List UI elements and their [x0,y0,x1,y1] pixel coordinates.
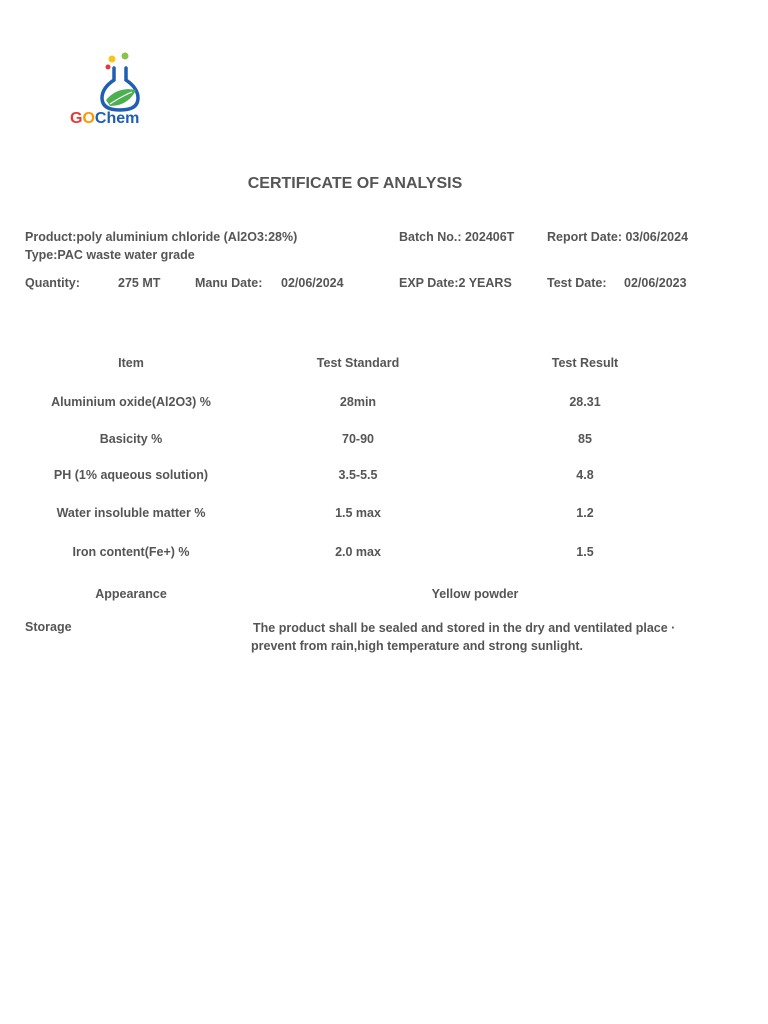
row-standard: 70-90 [342,432,374,446]
appearance-label: Appearance [95,587,167,601]
storage-line-1: The product shall be sealed and stored in the dry and ventilated place · [253,621,676,635]
row-item: Iron content(Fe+) % [72,545,190,559]
row-result: 1.2 [576,506,594,520]
row-result: 28.31 [569,395,601,409]
exp-date: EXP Date:2 YEARS [399,276,512,290]
test-date-label: Test Date: [547,276,607,290]
brand-chem: Chem [94,110,140,127]
storage-line-2: prevent from rain,high temperature and strong sunlight. [251,639,583,653]
appearance-value: Yellow powder [431,587,519,601]
row-item: Water insoluble matter % [56,506,206,520]
report-date: Report Date: 03/06/2024 [547,230,689,244]
document-title: CERTIFICATE OF ANALYSIS [247,175,463,192]
row-standard: 1.5 max [335,506,381,520]
flask-leaf-icon [70,50,170,112]
row-standard: 28min [339,395,377,409]
quantity-label: Quantity: [25,276,80,290]
brand-letter-g: G [70,110,83,127]
quantity-value: 275 MT [118,276,161,290]
row-result: 1.5 [576,545,594,559]
test-date-value: 02/06/2023 [624,276,687,290]
row-item: Aluminium oxide(Al2O3) % [51,395,211,409]
product-type: Type:PAC waste water grade [25,248,195,262]
batch-number: Batch No.: 202406T [399,230,515,244]
storage-label: Storage [25,620,72,634]
row-result: 4.8 [576,468,594,482]
company-logo [70,50,170,130]
row-item: PH (1% aqueous solution) [53,468,209,482]
header-test-standard: Test Standard [316,356,400,370]
header-item: Item [118,356,144,370]
row-standard: 3.5-5.5 [338,468,378,482]
product-name: Product:poly aluminium chloride (Al2O3:28%) [25,230,298,244]
row-result: 85 [578,432,592,446]
row-standard: 2.0 max [335,545,381,559]
manu-date-value: 02/06/2024 [281,276,344,290]
row-item: Basicity % [99,432,163,446]
brand-wordmark [70,110,139,128]
brand-letter-o: O [82,110,95,127]
manu-date-label: Manu Date: [195,276,263,290]
header-test-result: Test Result [551,356,619,370]
